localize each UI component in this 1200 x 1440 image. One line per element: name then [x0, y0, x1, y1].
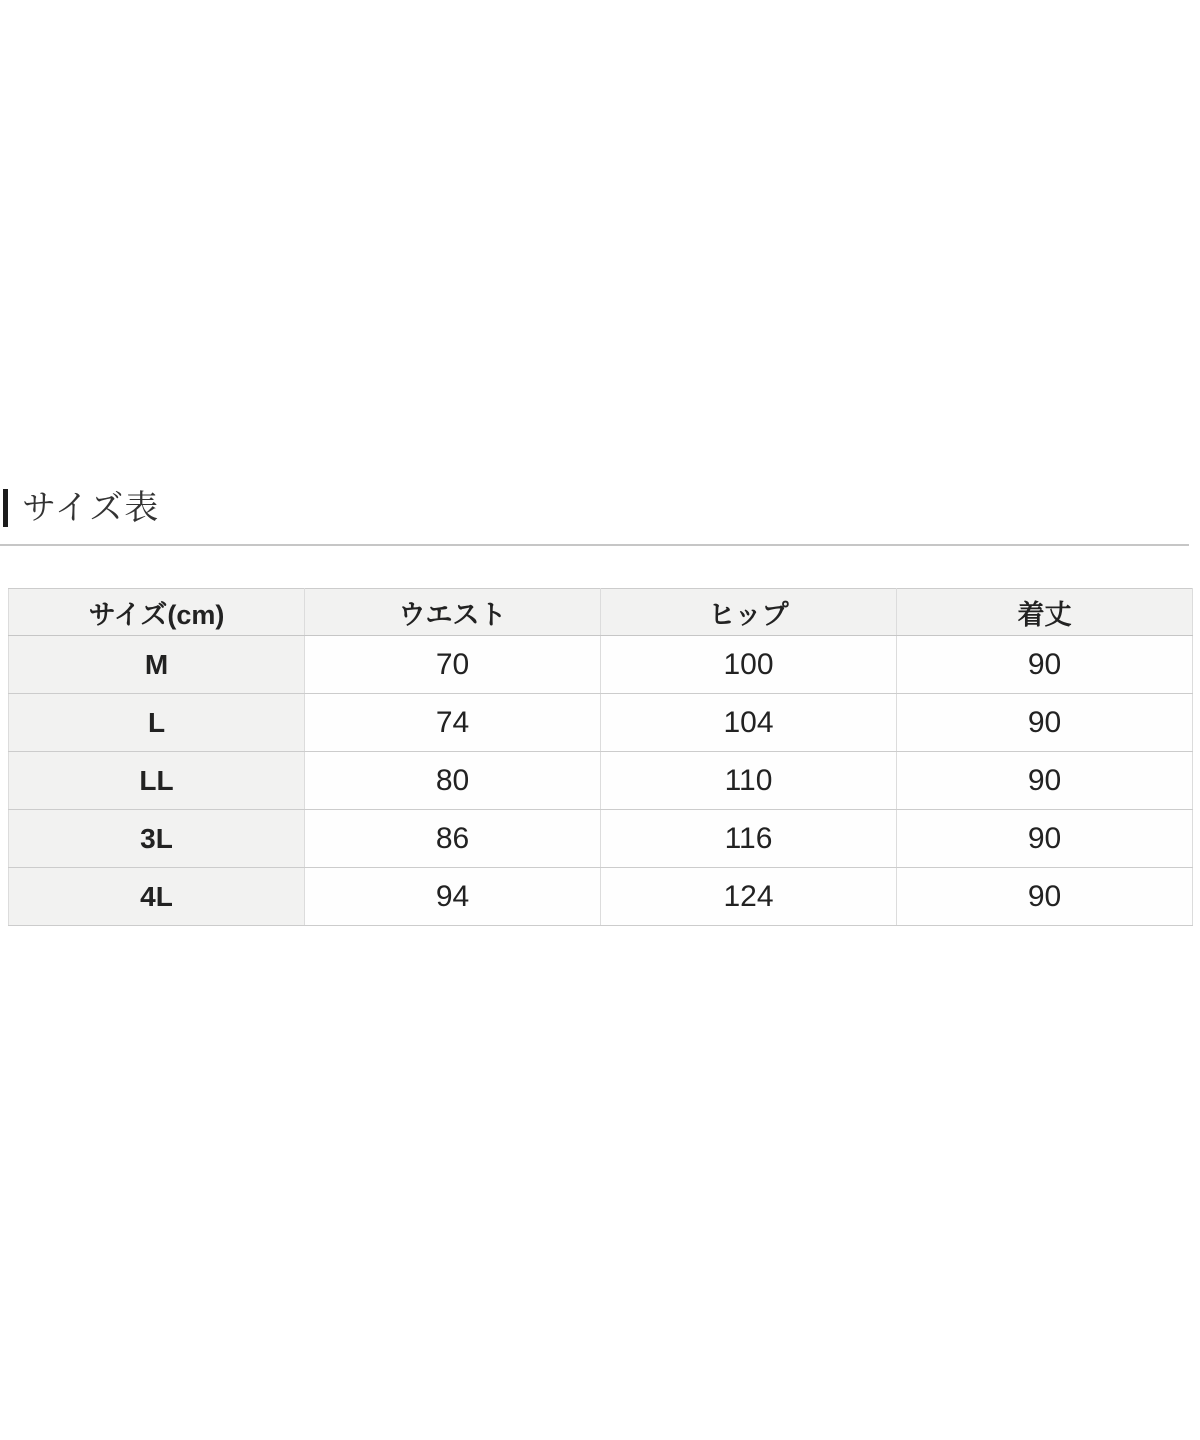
size-table — [8, 588, 1193, 926]
size-table-header-row — [9, 589, 1193, 636]
waist-value: 80 — [305, 752, 601, 810]
title-accent-bar — [3, 489, 8, 527]
hip-value: 104 — [601, 694, 897, 752]
size-label: 3L — [9, 810, 305, 868]
length-value: 90 — [897, 810, 1193, 868]
hip-value: 124 — [601, 868, 897, 926]
waist-value: 70 — [305, 636, 601, 694]
column-header-hip: ヒップ — [601, 589, 897, 636]
hip-value: 110 — [601, 752, 897, 810]
size-table-row-4l — [9, 868, 1193, 926]
column-header-length: 着丈 — [897, 589, 1193, 636]
section-header — [3, 487, 159, 529]
column-header-waist: ウエスト — [305, 589, 601, 636]
waist-value: 94 — [305, 868, 601, 926]
waist-value: 86 — [305, 810, 601, 868]
length-value: 90 — [897, 752, 1193, 810]
title-divider — [0, 544, 1189, 546]
length-value: 90 — [897, 636, 1193, 694]
length-value: 90 — [897, 868, 1193, 926]
size-chart-title: サイズ表 — [22, 489, 160, 527]
size-label: M — [9, 636, 305, 694]
hip-value: 100 — [601, 636, 897, 694]
hip-value: 116 — [601, 810, 897, 868]
column-header-size: サイズ(cm) — [9, 589, 305, 636]
size-table-row-3l — [9, 810, 1193, 868]
size-table-row-m — [9, 636, 1193, 694]
size-label: L — [9, 694, 305, 752]
size-label: LL — [9, 752, 305, 810]
waist-value: 74 — [305, 694, 601, 752]
length-value: 90 — [897, 694, 1193, 752]
size-table-row-l — [9, 694, 1193, 752]
size-table-row-ll — [9, 752, 1193, 810]
size-label: 4L — [9, 868, 305, 926]
